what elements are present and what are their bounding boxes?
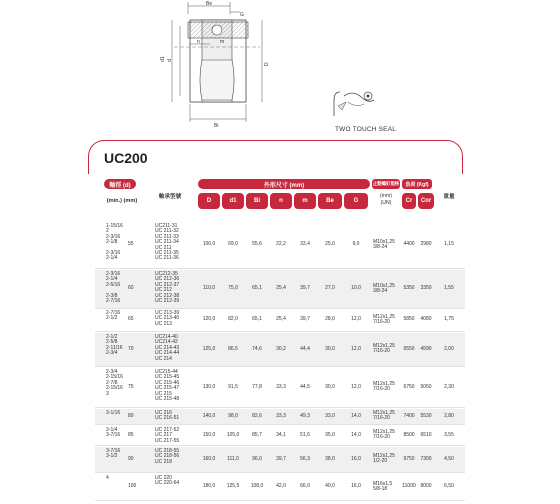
cell-m: 33,4 xyxy=(300,241,310,247)
inch-size: 3-1/4 xyxy=(106,427,118,433)
bolt-header: 止動螺釘規格 xyxy=(372,179,400,189)
cell-Be: 38,0 xyxy=(325,455,335,462)
bolt-spec: 3/8-24 xyxy=(373,243,388,250)
cell-w: 2,00 xyxy=(444,345,454,352)
bolt-spec: M12x1,25 xyxy=(373,410,395,416)
inch-size: 2-15/16 xyxy=(106,385,123,392)
dim-d: d xyxy=(167,59,173,62)
row-divider xyxy=(95,308,465,309)
cell-n: 34,1 xyxy=(276,431,286,438)
cell-Cr: 11000 xyxy=(402,483,416,489)
cell-Bi: 77,8 xyxy=(252,383,262,390)
two-touch-seal-drawing xyxy=(330,86,390,126)
cell-Be: 27,0 xyxy=(325,285,335,291)
inch-size: 2-1/4 xyxy=(106,276,118,283)
cell-d1: 125,5 xyxy=(226,483,240,489)
cell-n: 25,4 xyxy=(276,285,286,291)
cell-G: 16,0 xyxy=(351,455,361,462)
cell-Cr: 7400 xyxy=(403,412,415,419)
mm-size: 55 xyxy=(128,241,134,247)
cell-G: 10,0 xyxy=(351,285,361,291)
mm-size: 70 xyxy=(128,345,134,352)
cell-d1: 111,0 xyxy=(227,455,239,462)
col-Cr: Cr xyxy=(402,193,416,209)
col-Cor: Cor xyxy=(418,193,434,209)
cell-Cr: 5850 xyxy=(403,316,415,322)
model-number: UC 211 xyxy=(155,244,172,251)
cell-Cor: 3350 xyxy=(420,285,432,291)
shaft-header: 軸徑 (d) xyxy=(104,179,136,189)
cell-G: 9,0 xyxy=(352,241,360,247)
inch-size: 3-7/16 xyxy=(106,448,121,454)
cell-Be: 30,0 xyxy=(325,345,335,352)
bolt-spec: 7/16-20 xyxy=(373,386,390,393)
model-number: UC 212-38 xyxy=(155,292,180,299)
inch-size: 2-1/4 xyxy=(106,255,118,262)
cell-d1: 69,0 xyxy=(228,241,238,247)
dim-be: Be xyxy=(206,1,213,7)
cell-n: 39,7 xyxy=(276,455,286,462)
inch-size: 2-3/16 xyxy=(106,233,121,240)
dim-d1: d1 xyxy=(160,56,166,62)
col-n: n xyxy=(270,193,292,209)
cell-Bi: 74,6 xyxy=(252,345,262,352)
cell-w: 1,75 xyxy=(444,316,454,322)
cell-D: 125,0 xyxy=(202,345,216,352)
page-title: UC200 xyxy=(104,150,148,166)
cell-G: 12,0 xyxy=(351,345,361,352)
model-number: UC214-40 xyxy=(155,334,178,340)
cell-Cor: 7300 xyxy=(420,455,432,462)
cell-Cor: 2980 xyxy=(420,241,432,247)
cell-m: 39,7 xyxy=(300,285,310,291)
cell-Cr: 8500 xyxy=(403,431,415,438)
cell-d1: 82,0 xyxy=(228,316,238,322)
inch-size: 1-15/16 xyxy=(106,223,123,229)
cell-w: 2,80 xyxy=(444,412,454,419)
inch-size: 2-1/2 xyxy=(106,334,118,340)
model-number: UC 213 xyxy=(155,320,172,327)
model-number: UC 212-39 xyxy=(155,298,180,304)
cell-m: 56,3 xyxy=(300,455,310,462)
inch-size: 3-1/16 xyxy=(106,410,121,416)
bolt-spec: 5/8-18 xyxy=(373,485,388,492)
cell-G: 12,0 xyxy=(351,316,361,322)
col-Bi: Bi xyxy=(246,193,268,209)
model-number: UC 220 xyxy=(155,475,172,481)
inch-size: 3 xyxy=(106,390,109,397)
cell-D: 130,0 xyxy=(202,383,216,390)
inch-size: 2-3/16 xyxy=(106,250,121,256)
mm-size: 90 xyxy=(128,455,134,462)
model-number: UC215-44 xyxy=(155,369,178,375)
model-number: UC 211-33 xyxy=(155,233,179,240)
model-number: UC 218-55 xyxy=(155,448,180,454)
dim-n: n xyxy=(197,39,200,45)
cell-Bi: 82,6 xyxy=(252,412,262,419)
cell-D: 140,0 xyxy=(202,412,216,419)
model-number: UC 214 xyxy=(155,355,172,362)
model-number: UC 215 xyxy=(155,390,172,397)
dim-m: m xyxy=(220,39,225,45)
cell-Be: 40,0 xyxy=(325,483,335,489)
col-d1: d1 xyxy=(222,193,244,209)
mm-size: 80 xyxy=(128,412,134,419)
cell-Cor: 4590 xyxy=(420,345,432,352)
cell-Be: 25,0 xyxy=(325,241,335,247)
mm-size: 65 xyxy=(128,316,134,322)
bolt-spec: 7/16-20 xyxy=(373,434,390,441)
seal-label: TWO TOUCH SEAL xyxy=(335,126,397,133)
model-number: UC212-35 xyxy=(155,271,178,277)
cell-D: 100,0 xyxy=(202,241,216,247)
model-number: UC 216 xyxy=(155,410,172,416)
cell-Cr: 4400 xyxy=(403,241,415,247)
model-number: UC 215-46 xyxy=(155,379,180,386)
inch-size: 2-3/8 xyxy=(106,292,118,299)
model-number: UC 212 xyxy=(155,287,172,294)
bolt-spec: M12x1,25 xyxy=(373,313,395,320)
dim-bi: Bi xyxy=(214,123,219,129)
model-number: UC 214-44 xyxy=(155,350,180,357)
cell-w: 1,15 xyxy=(444,241,454,247)
cell-d1: 98,0 xyxy=(228,412,238,419)
bolt-units: (mm) xyxy=(379,193,393,199)
model-header: 軸承型號 xyxy=(158,194,182,200)
cell-Bi: 96,0 xyxy=(252,455,262,462)
cell-Cr: 9750 xyxy=(403,455,415,462)
cell-d1: 86,5 xyxy=(228,345,238,352)
cell-Bi: 65,1 xyxy=(252,285,262,291)
load-header: 負荷 (Kgf) xyxy=(402,179,432,189)
cell-D: 150,0 xyxy=(202,431,216,438)
bolt-spec: 7/16-20 xyxy=(373,415,390,422)
cell-Be: 28,0 xyxy=(325,316,335,322)
model-number: UC 215-47 xyxy=(155,385,180,392)
model-number: UC 217-52 xyxy=(155,427,180,433)
model-number: UC 220-64 xyxy=(155,480,180,487)
cell-D: 110,0 xyxy=(202,285,216,291)
cell-Cr: 6550 xyxy=(403,345,415,352)
cell-D: 180,0 xyxy=(202,483,216,489)
cell-G: 16,0 xyxy=(351,483,361,489)
model-number: UC 215-45 xyxy=(155,374,180,381)
model-number: UC 211-32 xyxy=(155,228,179,235)
inch-size: 3-7/16 xyxy=(106,432,121,439)
row-divider xyxy=(95,472,465,473)
bolt-spec: 7/16-20 xyxy=(373,318,390,325)
row-divider xyxy=(95,424,465,425)
cell-m: 51,6 xyxy=(300,431,310,438)
col-m: m xyxy=(294,193,316,209)
col-Be: Be xyxy=(318,193,342,209)
cell-w: 2,30 xyxy=(444,383,454,390)
cell-Be: 30,0 xyxy=(325,383,335,390)
cell-n: 33,3 xyxy=(276,383,286,390)
cell-D: 120,0 xyxy=(202,316,216,322)
inch-size: 2-11/16 xyxy=(106,344,123,351)
inch-size: 2-7/8 xyxy=(106,379,118,386)
cell-n: 22,2 xyxy=(276,241,286,247)
row-divider xyxy=(95,331,465,332)
cell-G: 14,0 xyxy=(351,431,361,438)
cell-w: 4,50 xyxy=(444,455,454,462)
cell-Cr: 5350 xyxy=(403,285,415,291)
model-number: UC 217 xyxy=(155,432,172,439)
cell-G: 14,0 xyxy=(351,412,361,419)
cell-m: 49,3 xyxy=(300,412,310,419)
cell-Cor: 4080 xyxy=(420,316,432,322)
model-number: UC 214-43 xyxy=(155,344,180,351)
cell-Cor: 6510 xyxy=(420,431,432,438)
cell-m: 39,7 xyxy=(300,316,310,322)
model-number: UC 211-34 xyxy=(155,239,179,246)
row-divider xyxy=(95,407,465,408)
cell-n: 33,3 xyxy=(276,412,286,419)
cell-Cor: 8000 xyxy=(420,483,432,489)
mm-size: 100 xyxy=(128,483,137,489)
cell-d1: 91,5 xyxy=(228,383,238,390)
cell-Be: 33,0 xyxy=(325,412,335,419)
cell-n: 30,2 xyxy=(276,345,286,352)
bolt-spec: M10x1,25 xyxy=(373,282,395,289)
inch-size: 2-1/8 xyxy=(106,239,118,246)
row-divider xyxy=(95,445,465,446)
cell-Bi: 65,1 xyxy=(252,316,262,322)
mm-size: 75 xyxy=(128,383,134,390)
bolt-spec: 3/8-24 xyxy=(373,287,388,294)
cell-m: 44,4 xyxy=(300,345,310,352)
bolt-spec: M10x1,25 xyxy=(373,238,395,245)
model-number: UC 213-40 xyxy=(155,315,180,322)
cell-w: 6,50 xyxy=(444,483,454,489)
model-number: UC 217-55 xyxy=(155,437,180,444)
inch-size: 2-5/8 xyxy=(106,339,118,346)
bolt-units-2: (UN) xyxy=(380,200,392,206)
dim-D: D xyxy=(264,62,270,66)
bolt-spec: M16x1,5 xyxy=(373,480,393,487)
cell-m: 66,0 xyxy=(300,483,310,489)
cell-G: 12,0 xyxy=(351,383,361,390)
dims-header: 外形尺寸 (mm) xyxy=(198,179,370,189)
cell-Bi: 85,7 xyxy=(252,431,262,438)
row-divider xyxy=(95,268,465,269)
inch-size: 2-7/16 xyxy=(106,298,121,304)
cell-n: 42,0 xyxy=(276,483,286,489)
model-number: UC 212-37 xyxy=(155,281,180,288)
bolt-spec: M12x1,25 xyxy=(373,343,395,349)
model-number: UC214-42 xyxy=(155,339,178,346)
shaft-units: (min.) (mm) xyxy=(106,198,138,204)
mm-size: 85 xyxy=(128,431,134,438)
bearing-section-drawing xyxy=(150,0,280,130)
inch-size: 2 xyxy=(106,228,109,235)
inch-size: 2-7/16 xyxy=(106,310,121,316)
inch-size: 3-1/2 xyxy=(106,453,118,460)
bolt-spec: 1/2-20 xyxy=(373,458,388,465)
inch-size: 2-1/2 xyxy=(106,315,118,322)
cell-Cor: 5050 xyxy=(420,383,432,390)
cell-m: 44,5 xyxy=(300,383,310,390)
model-number: UC 211-35 xyxy=(155,250,179,256)
model-number: UC 212-36 xyxy=(155,276,180,283)
cell-Cor: 5530 xyxy=(420,412,432,419)
inch-size: 2-3/4 xyxy=(106,350,118,357)
row-divider xyxy=(95,366,465,367)
cell-Be: 35,0 xyxy=(325,431,335,438)
model-number: UC211-31 xyxy=(155,223,178,229)
model-number: UC 218-56 xyxy=(155,453,180,460)
mm-size: 60 xyxy=(128,285,134,291)
inch-size: 2-5/16 xyxy=(106,281,121,288)
model-number: UC 216-51 xyxy=(155,415,180,422)
bolt-spec: M12x1,25 xyxy=(373,381,395,387)
cell-Bi: 55,6 xyxy=(252,241,262,247)
dim-g: G xyxy=(240,12,244,18)
inch-size: 2-3/4 xyxy=(106,369,118,375)
model-number: UC 211-36 xyxy=(155,255,179,262)
col-G: G xyxy=(344,193,368,209)
cell-w: 3,55 xyxy=(444,431,454,438)
cell-d1: 105,0 xyxy=(226,431,240,438)
inch-size: 4 xyxy=(106,475,109,481)
inch-size: 2-15/16 xyxy=(106,374,123,381)
model-number: UC 218 xyxy=(155,458,172,465)
weight-header: 重量 xyxy=(443,194,455,200)
cell-D: 160,0 xyxy=(202,455,216,462)
cell-n: 25,4 xyxy=(276,316,286,322)
cell-w: 1,55 xyxy=(444,285,454,291)
col-D: D xyxy=(198,193,220,209)
cell-d1: 75,0 xyxy=(228,285,238,291)
bolt-spec: M12x1,25 xyxy=(373,453,395,459)
model-number: UC 215-48 xyxy=(155,396,180,402)
model-number: UC 213-39 xyxy=(155,310,180,316)
bolt-spec: 7/16-20 xyxy=(373,348,390,355)
cell-Cr: 6750 xyxy=(403,383,415,390)
bolt-spec: M12x1,25 xyxy=(373,429,395,435)
cell-Bi: 108,0 xyxy=(250,483,264,489)
row-divider xyxy=(95,500,465,501)
inch-size: 2-3/16 xyxy=(106,271,121,277)
